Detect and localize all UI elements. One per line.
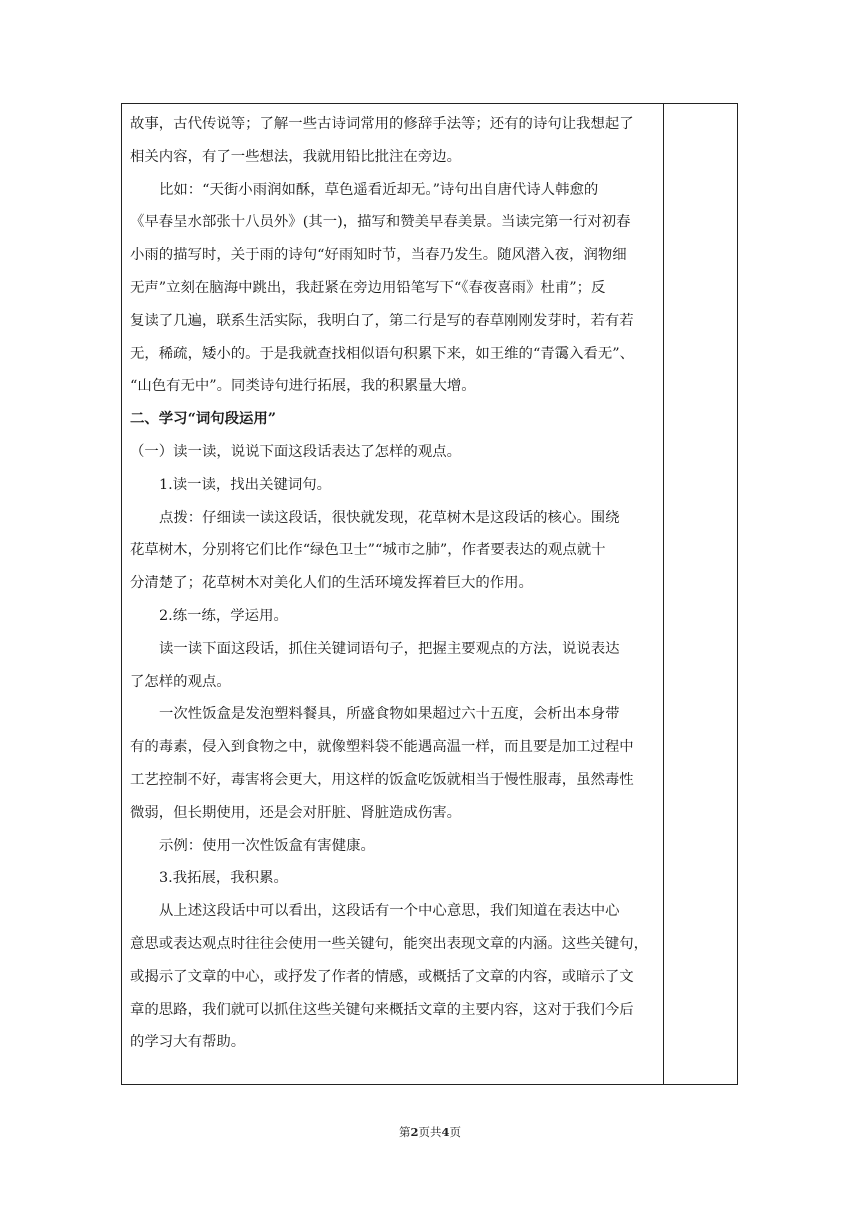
footer-middle: 页共 — [418, 1125, 442, 1139]
paragraph-line: 无声”立刻在脑海中跳出，我赶紧在旁边用铅笔写下“《春夜喜雨》杜甫”；反 — [130, 279, 606, 296]
paragraph-line: 无，稀疏，矮小的。于是我就查找相似语句积累下来，如王维的“青霭入看无”、 — [130, 345, 634, 362]
step-heading: 3.我拓展，我积累。 — [159, 870, 288, 887]
paragraph-line: 点拨：仔细读一读这段话，很快就发现，花草树木是这段话的核心。围绕 — [159, 509, 620, 526]
section-heading: 二、学习“词句段运用” — [130, 410, 277, 428]
subsection-heading: （一）读一读，说说下面这段话表达了怎样的观点。 — [130, 443, 461, 460]
paragraph-line: 了怎样的观点。 — [130, 673, 231, 690]
paragraph-line: 花草树木，分别将它们比作“绿色卫士”“城市之肺”，作者要表达的观点就十 — [130, 542, 606, 559]
paragraph-line: 故事，古代传说等；了解一些古诗词常用的修辞手法等；还有的诗句让我想起了 — [130, 116, 634, 132]
paragraph-line: 一次性饭盒是发泡塑料餐具，所盛食物如果超过六十五度，会析出本身带 — [159, 706, 620, 723]
paragraph-line: 从上述这段话中可以看出，这段话有一个中心意思，我们知道在表达中心 — [159, 903, 620, 920]
paragraph-line: 章的思路，我们就可以抓住这些关键句来概括文章的主要内容，这对于我们今后 — [130, 1001, 634, 1018]
step-heading: 1.读一读，找出关键词句。 — [159, 476, 332, 493]
example-line: 示例：使用一次性饭盒有害健康。 — [159, 837, 375, 854]
total-pages-number: 4 — [441, 1125, 450, 1139]
paragraph-line: 相关内容，有了一些想法，我就用铅比批注在旁边。 — [130, 148, 461, 165]
current-page-number: 2 — [410, 1125, 419, 1139]
step-heading: 2.练一练，学运用。 — [159, 607, 288, 624]
paragraph-line: 比如：“天街小雨润如酥，草色遥看近却无。”诗句出自唐代诗人韩愈的 — [159, 181, 599, 198]
paragraph-line: 意思或表达观点时往往会使用一些关键句，能突出表现文章的内涵。这些关键句， — [130, 935, 649, 952]
paragraph-line: 复读了几遍，联系生活实际，我明白了，第二行是写的春草刚刚发芽时，若有若 — [130, 312, 634, 329]
footer-suffix: 页 — [449, 1125, 462, 1139]
paragraph-line: 分清楚了；花草树木对美化人们的生活环境发挥着巨大的作用。 — [130, 575, 533, 592]
paragraph-line: 读一读下面这段话，抓住关键词语句子，把握主要观点的方法，说说表达 — [159, 640, 620, 657]
paragraph-line: “山色有无中”。同类诗句进行拓展，我的积累量大增。 — [130, 378, 476, 395]
paragraph-line: 或揭示了文章的中心，或抒发了作者的情感，或概括了文章的内容，或暗示了文 — [130, 968, 634, 985]
paragraph-line: 小雨的描写时，关于雨的诗句“好雨知时节，当春乃发生。随风潜入夜，润物细 — [130, 247, 627, 264]
footer-prefix: 第 — [398, 1125, 411, 1139]
paragraph-line: 工艺控制不好，毒害将会更大，用这样的饭盒吃饭就相当于慢性服毒，虽然毒性 — [130, 771, 634, 788]
main-text-cell — [130, 108, 660, 1059]
table-column-divider — [663, 103, 664, 1085]
paragraph-line: 《早春呈水部张十八员外》(其一)，描写和赞美早春美景。当读完第一行对初春 — [130, 214, 631, 231]
paragraph-line: 有的毒素，侵入到食物之中，就像塑料袋不能遇高温一样，而且要是加工过程中 — [130, 739, 634, 756]
paragraph-line: 微弱，但长期使用，还是会对肝脏、肾脏造成伤害。 — [130, 804, 461, 821]
page-footer — [0, 1124, 860, 1140]
paragraph-line: 的学习大有帮助。 — [130, 1034, 246, 1051]
